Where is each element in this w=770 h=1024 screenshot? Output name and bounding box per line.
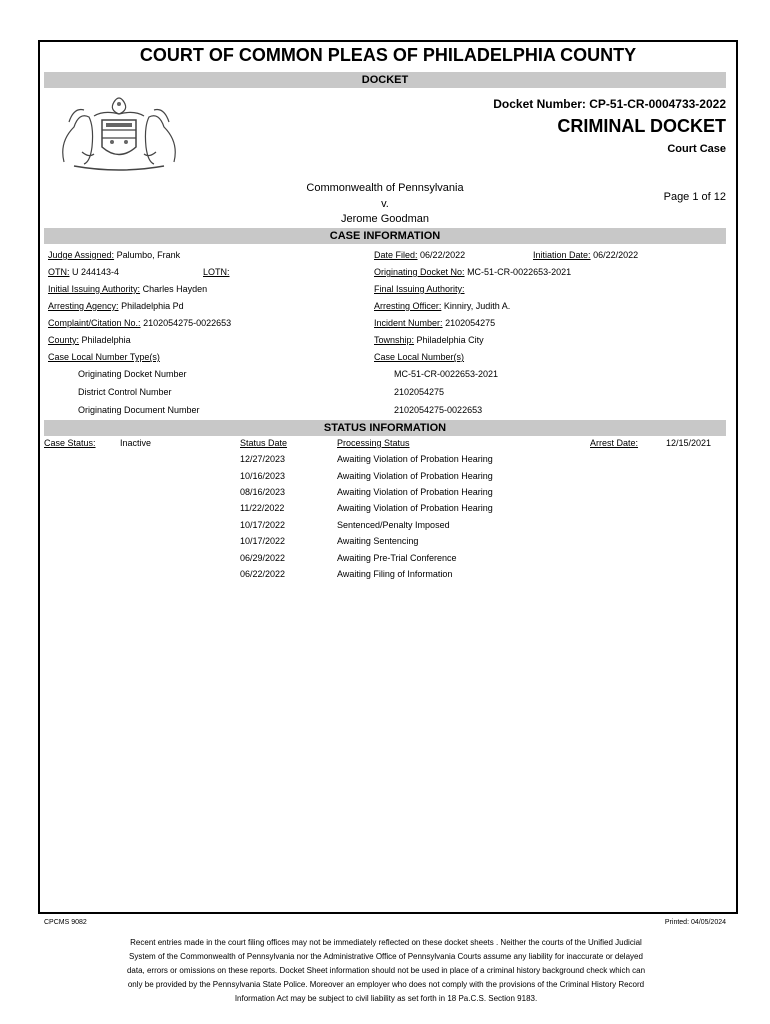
printed-date: Printed: 04/05/2024 (664, 919, 726, 926)
initial-issuing-authority-row: Initial Issuing Authority: Charles Hayden (48, 284, 208, 294)
processing-status: Awaiting Sentencing (337, 536, 419, 546)
status-date: 06/29/2022 (240, 553, 286, 563)
case-local-numbers-header: Case Local Number(s) (374, 352, 465, 362)
local-number-type: District Control Number (78, 387, 172, 397)
initiation-date-row: Initiation Date: 06/22/2022 (533, 250, 639, 260)
docket-number: Docket Number: CP-51-CR-0004733-2022 (493, 97, 726, 111)
status-date: 11/22/2022 (240, 503, 285, 513)
originating-docket-row: Originating Docket No: MC-51-CR-0022653-2021 (374, 267, 572, 277)
form-id: CPCMS 9082 (44, 919, 87, 926)
docket-type: CRIMINAL DOCKET (557, 116, 726, 136)
local-number-value: 2102054275 (394, 387, 445, 397)
processing-status: Awaiting Filing of Information (337, 569, 453, 579)
versus-label: v. (381, 198, 389, 210)
docket-bar: DOCKET (44, 72, 726, 88)
status-date: 10/16/2023 (240, 471, 286, 481)
judge-assigned-row: Judge Assigned: Palumbo, Frank (48, 250, 181, 260)
processing-status: Awaiting Pre-Trial Conference (337, 553, 457, 563)
disclaimer (88, 936, 684, 1006)
status-date: 10/17/2022 (240, 536, 286, 546)
disclaimer-line: only be provided by the Pennsylvania State Police. Moreover an employer who does not comply with the provisions of the Criminal History Record (127, 980, 645, 989)
arresting-officer-row: Arresting Officer: Kinniry, Judith A. (374, 301, 511, 311)
county-row: County: Philadelphia (48, 335, 131, 345)
date-filed-row: Date Filed: 06/22/2022 (374, 250, 466, 260)
case-information-bar: CASE INFORMATION (44, 228, 726, 244)
status-date: 06/22/2022 (240, 569, 286, 579)
disclaimer-line: Information Act may be subject to civil liability as set forth in 18 Pa.C.S. Section 9183. (234, 994, 538, 1003)
local-number-type: Originating Document Number (78, 405, 200, 415)
local-number-value: 2102054275-0022653 (394, 405, 483, 415)
processing-status: Awaiting Violation of Probation Hearing (337, 471, 493, 481)
status-date: 10/17/2022 (240, 520, 286, 530)
local-number-value: MC-51-CR-0022653-2021 (394, 369, 499, 379)
case-local-number-type-header: Case Local Number Type(s) (48, 352, 160, 362)
status-date: 12/27/2023 (240, 454, 286, 464)
final-issuing-authority-row: Final Issuing Authority: (374, 284, 465, 294)
disclaimer-line: data, errors or omissions on these reports. Docket Sheet information should not be used in place of a criminal history background check which can (126, 966, 646, 975)
case-status-value: Inactive (120, 438, 152, 448)
court-title: COURT OF COMMON PLEAS OF PHILADELPHIA COUNTY (139, 45, 637, 65)
page-indicator: Page 1 of 12 (663, 191, 726, 203)
complaint-citation-row: Complaint/Citation No.: 2102054275-0022653 (48, 318, 232, 328)
processing-status-header: Processing Status (337, 438, 410, 448)
processing-status: Sentenced/Penalty Imposed (337, 520, 450, 530)
otn-row: OTN: U 244143-4 (48, 267, 120, 277)
incident-number-row: Incident Number: 2102054275 (374, 318, 496, 328)
township-row: Township: Philadelphia City (374, 335, 484, 345)
arresting-agency-row: Arresting Agency: Philadelphia Pd (48, 301, 184, 311)
court-case-label: Court Case (667, 143, 726, 155)
status-information-bar: STATUS INFORMATION (44, 420, 726, 436)
arrest-date-value: 12/15/2021 (666, 438, 712, 448)
plaintiff-name: Commonwealth of Pennsylvania (306, 182, 464, 194)
status-date-header: Status Date (240, 438, 288, 448)
defendant-name: Jerome Goodman (340, 213, 430, 225)
processing-status: Awaiting Violation of Probation Hearing (337, 454, 493, 464)
lotn-label: LOTN: (203, 267, 230, 277)
arrest-date-label: Arrest Date: (590, 438, 639, 448)
coat-of-arms-icon (54, 92, 184, 172)
local-number-type: Originating Docket Number (78, 369, 187, 379)
processing-status: Awaiting Violation of Probation Hearing (337, 503, 493, 513)
disclaimer-line: System of the Commonwealth of Pennsylvania nor the Administrative Office of Pennsylvania Courts assume any liability for inaccurate or delayed (129, 952, 643, 961)
case-status-label: Case Status: (44, 438, 96, 448)
status-date: 08/16/2023 (240, 487, 286, 497)
processing-status: Awaiting Violation of Probation Hearing (337, 487, 493, 497)
disclaimer-line: Recent entries made in the court filing offices may not be immediately reflected on these docket sheets . Neither the courts of the Unified Judicial (130, 938, 642, 947)
